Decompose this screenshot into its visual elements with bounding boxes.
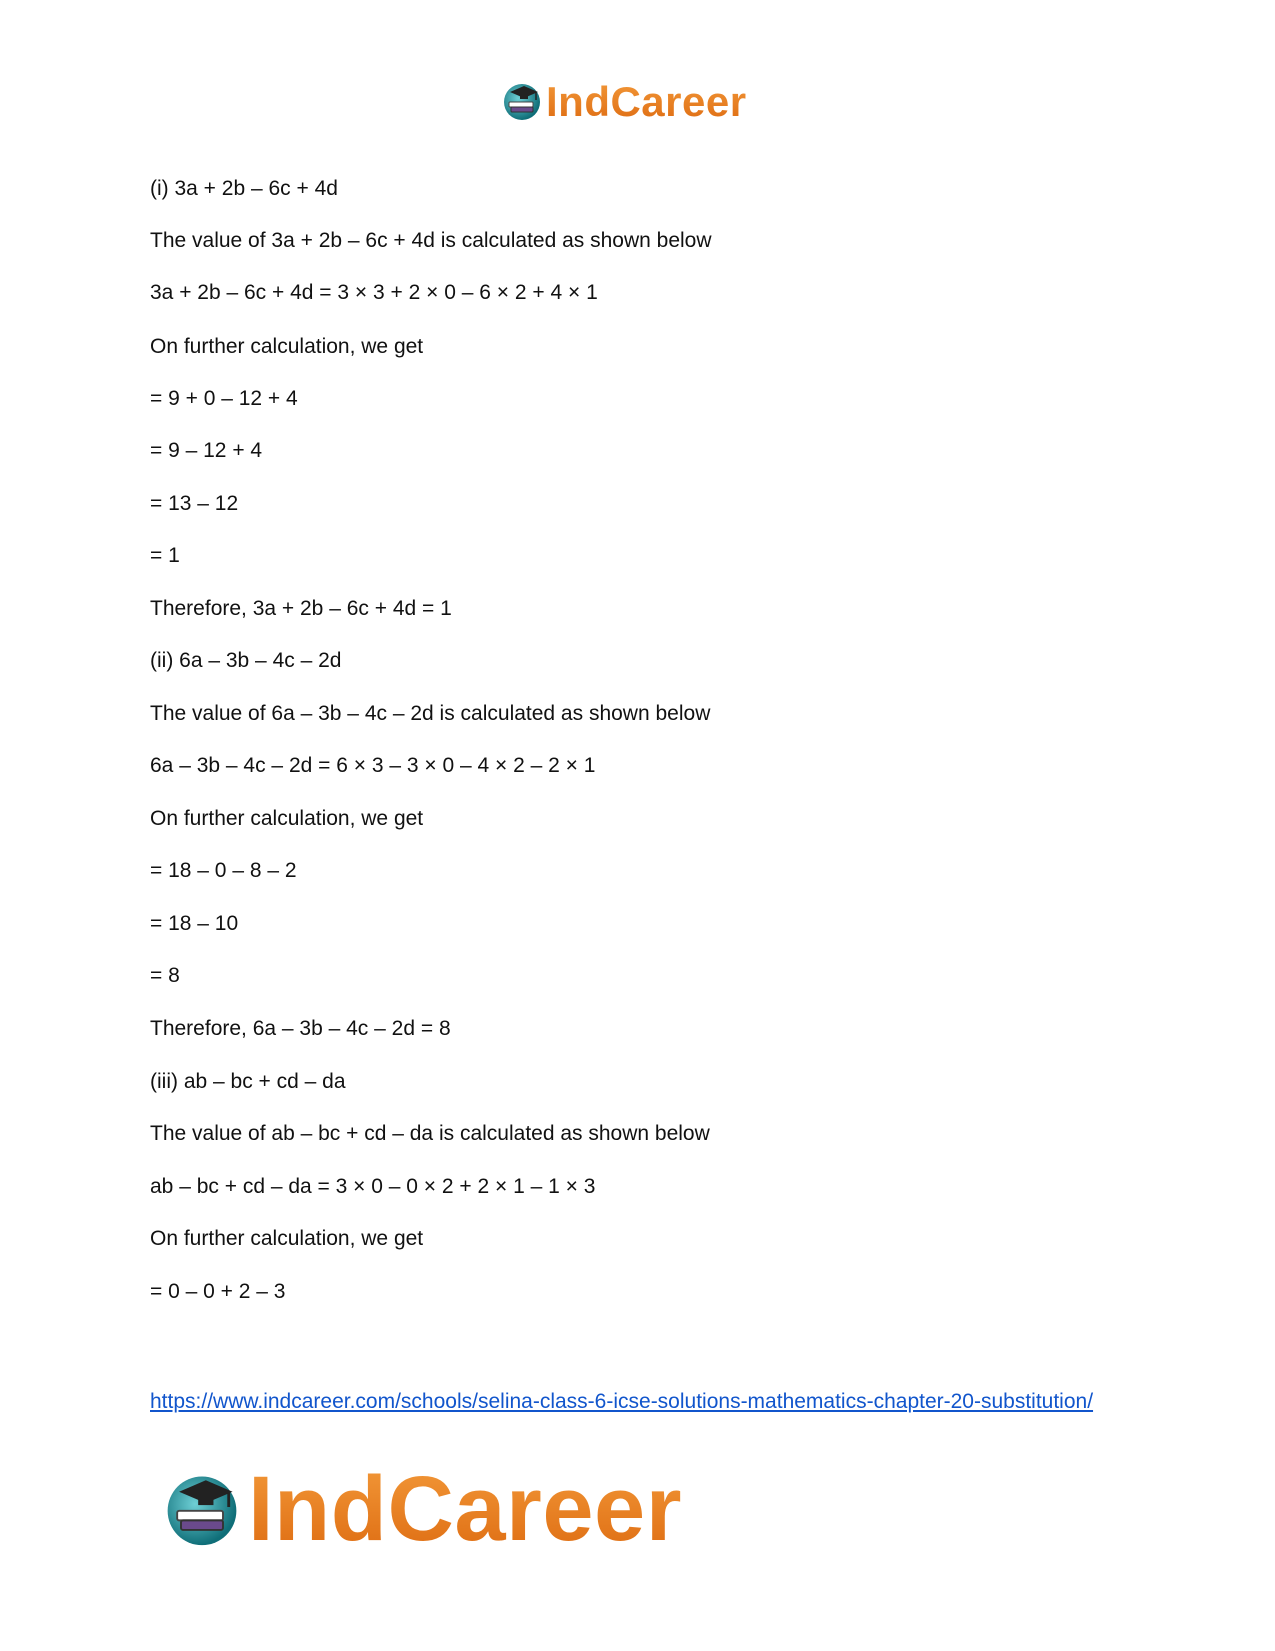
text-line: = 18 – 10 [150,912,239,935]
text-line: 6a – 3b – 4c – 2d = 6 × 3 – 3 × 0 – 4 × 2 – 2 × 1 [150,754,596,777]
text-line: (ii) 6a – 3b – 4c – 2d [150,649,342,672]
text-line: Therefore, 6a – 3b – 4c – 2d = 8 [150,1017,451,1040]
footer-logo [160,1457,682,1560]
text-line: 3a + 2b – 6c + 4d = 3 × 3 + 2 × 0 – 6 × 2 + 4 × 1 [150,281,598,304]
graduation-book-globe-icon [160,1465,244,1554]
text-line: The value of ab – bc + cd – da is calculated as shown below [150,1122,710,1145]
text-line: = 0 – 0 + 2 – 3 [150,1280,286,1303]
text-line: = 8 [150,964,180,987]
graduation-book-globe-icon [500,78,544,127]
text-line: (iii) ab – bc + cd – da [150,1070,346,1093]
logo-wordmark: IndCareer [248,1457,682,1560]
logo-wordmark: IndCareer [546,78,747,125]
text-line: The value of 3a + 2b – 6c + 4d is calculated as shown below [150,229,712,252]
text-line: On further calculation, we get [150,1227,424,1250]
header-logo [500,80,747,124]
text-line: ab – bc + cd – da = 3 × 0 – 0 × 2 + 2 × 1 – 1 × 3 [150,1175,596,1198]
text-line: = 9 + 0 – 12 + 4 [150,387,298,410]
text-line: = 1 [150,544,180,567]
text-line: = 9 – 12 + 4 [150,439,263,462]
text-line: Therefore, 3a + 2b – 6c + 4d = 1 [150,597,452,620]
text-line: On further calculation, we get [150,335,424,358]
text-line: (i) 3a + 2b – 6c + 4d [150,177,338,200]
text-line: The value of 6a – 3b – 4c – 2d is calculated as shown below [150,702,711,725]
source-link[interactable]: https://www.indcareer.com/schools/selina-class-6-icse-solutions-mathematics-chapter-20-substitution/ [150,1390,1094,1413]
text-line: On further calculation, we get [150,807,424,830]
text-line: = 18 – 0 – 8 – 2 [150,859,297,882]
text-line: = 13 – 12 [150,492,239,515]
